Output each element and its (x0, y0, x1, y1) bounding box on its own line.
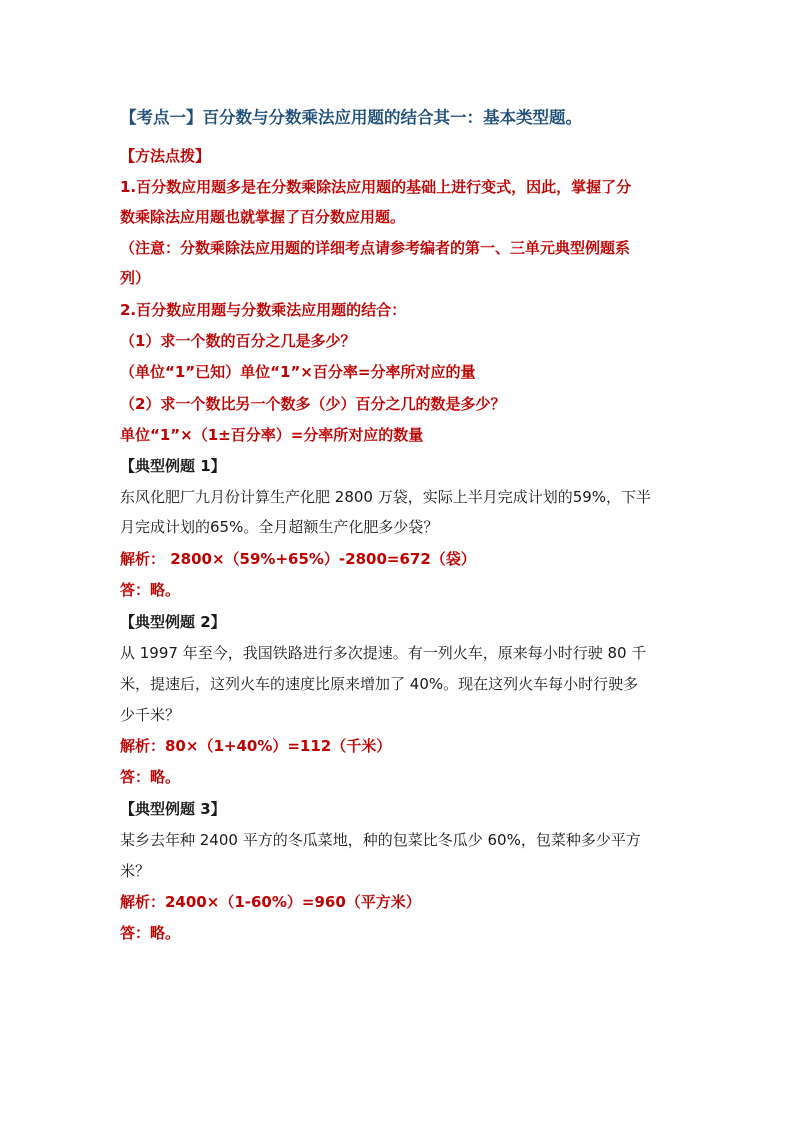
example-1-text-line: 月完成计划的65%。全月超额生产化肥多少袋？ (120, 518, 439, 536)
example-1-answer: 答：略。 (120, 581, 181, 599)
example-2-solution: 解析：80×（1+40%）=112（千米） (120, 737, 392, 755)
method-paragraph-1-line-2: 数乘除法应用题也就掌握了百分数应用题。 (120, 208, 406, 226)
method-question-1: （1）求一个数的百分之几是多少？ (120, 332, 356, 350)
method-heading: 【方法点拨】 (120, 147, 211, 165)
method-note-line-1: （注意：分数乘除法应用题的详细考点请参考编者的第一、三单元典型例题系 (120, 239, 631, 257)
method-paragraph-2: 2.百分数应用题与分数乘法应用题的结合： (120, 301, 407, 319)
example-3-text-line: 某乡去年种 2400 平方的冬瓜菜地，种的包菜比冬瓜少 60%，包菜种多少平方 (120, 831, 641, 849)
section-title: 【考点一】百分数与分数乘法应用题的结合其一：基本类型题。 (120, 108, 582, 127)
example-3-heading: 【典型例题 3】 (120, 800, 226, 818)
method-question-2: （2）求一个数比另一个数多（少）百分之几的数是多少？ (120, 395, 506, 413)
method-paragraph-1-line-1: 1.百分数应用题多是在分数乘除法应用题的基础上进行变式，因此，掌握了分 (120, 178, 632, 196)
example-2-answer: 答：略。 (120, 768, 181, 786)
example-3-solution: 解析：2400×（1-60%）=960（平方米） (120, 893, 421, 911)
method-note-line-2: 列） (120, 269, 151, 287)
example-2-text-line: 米，提速后，这列火车的速度比原来增加了 40%。现在这列火车每小时行驶多 (120, 675, 639, 693)
example-1-text-line: 东风化肥厂九月份计算生产化肥 2800 万袋，实际上半月完成计划的59%，下半 (120, 488, 652, 506)
example-1-heading: 【典型例题 1】 (120, 457, 226, 475)
example-1-solution: 解析： 2800×（59%+65%）-2800=672（袋） (120, 550, 476, 568)
example-2-heading: 【典型例题 2】 (120, 613, 226, 631)
method-formula-1: （单位“1”已知）单位“1”×百分率=分率所对应的量 (120, 363, 476, 381)
example-3-answer: 答：略。 (120, 924, 181, 942)
example-2-text-line: 少千米？ (120, 706, 181, 724)
method-formula-2: 单位“1”×（1±百分率）=分率所对应的数量 (120, 426, 424, 444)
example-3-text-line: 米？ (120, 862, 151, 880)
example-2-text-line: 从 1997 年至今，我国铁路进行多次提速。有一列火车，原来每小时行驶 80 千 (120, 644, 647, 662)
